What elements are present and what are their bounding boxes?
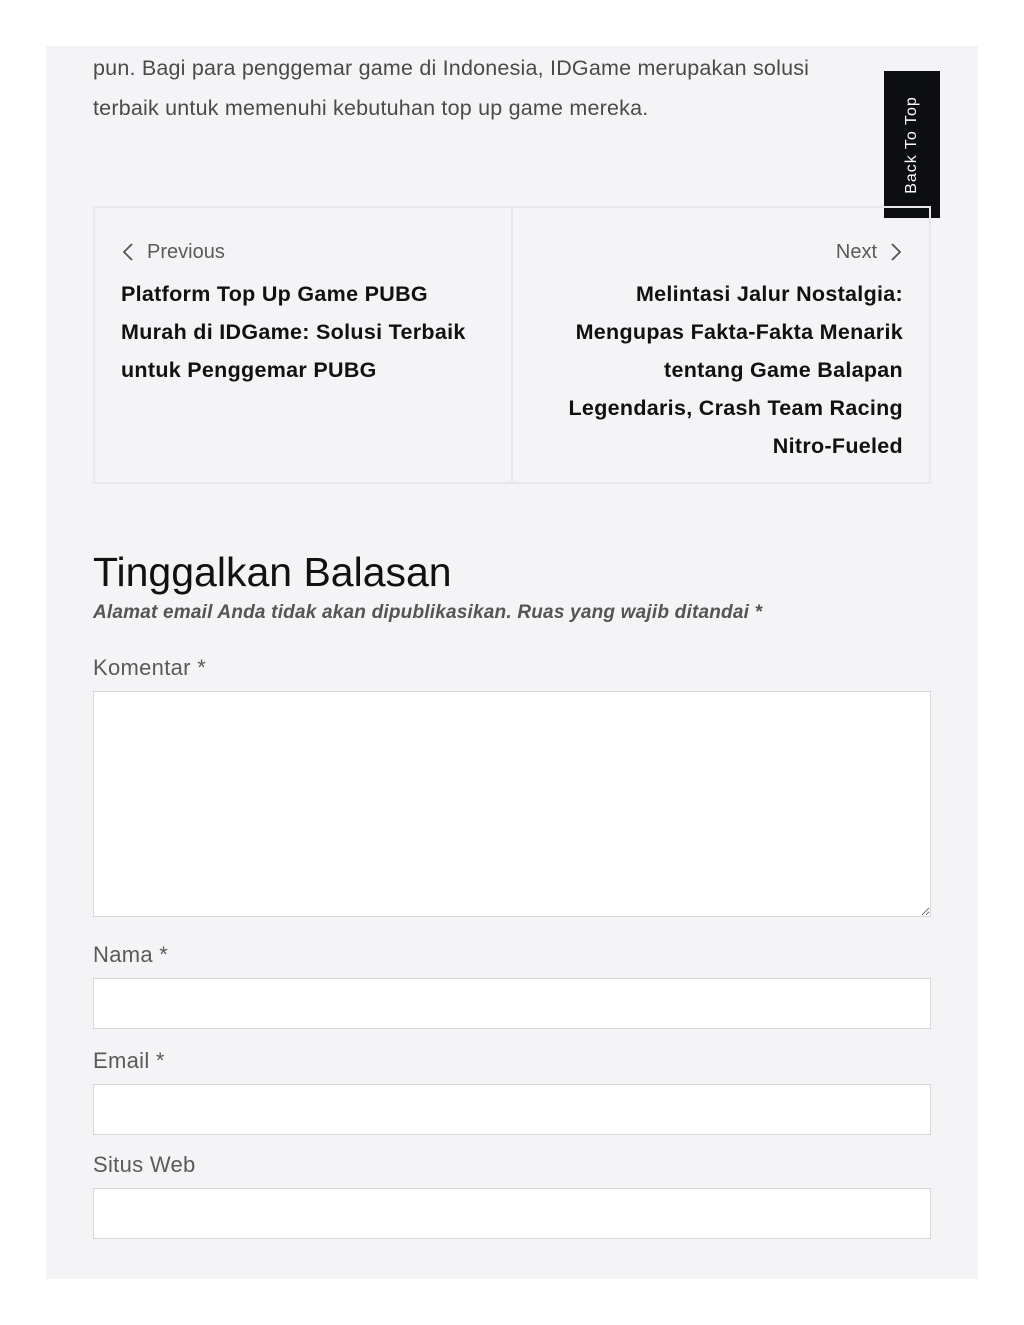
chevron-right-icon xyxy=(887,242,903,262)
website-label: Situs Web xyxy=(93,1152,196,1177)
website-field[interactable] xyxy=(93,1188,931,1239)
article-closing-line-1: pun. Bagi para penggemar game di Indonesia, IDGame merupakan solusi xyxy=(93,56,810,80)
comment-label: Komentar * xyxy=(93,655,207,680)
name-field[interactable] xyxy=(93,978,931,1029)
email-field[interactable] xyxy=(93,1084,931,1135)
next-post-title[interactable]: Melintasi Jalur Nostalgia: Mengupas Fakta-Fakta Menarik tentang Game Balapan Legendaris, Crash Team Racing Nitro-Fueled xyxy=(568,282,903,458)
article-closing-paragraph xyxy=(93,48,883,128)
comment-textarea[interactable] xyxy=(93,691,931,917)
previous-post-link[interactable] xyxy=(95,208,513,482)
back-to-top-label: Back To Top xyxy=(903,95,920,194)
next-post-direction xyxy=(539,238,903,266)
back-to-top-button[interactable] xyxy=(884,71,940,218)
reply-form-note: Alamat email Anda tidak akan dipublikasikan. Ruas yang wajib ditandai * xyxy=(93,602,763,623)
email-label: Email * xyxy=(93,1048,165,1073)
reply-form-title: Tinggalkan Balasan xyxy=(93,549,452,595)
article-closing-line-2: terbaik untuk memenuhi kebutuhan top up game mereka. xyxy=(93,96,649,120)
previous-label: Previous xyxy=(147,241,225,263)
post-navigation xyxy=(93,206,931,484)
page-content xyxy=(46,46,978,1279)
chevron-left-icon xyxy=(121,242,137,262)
name-label: Nama * xyxy=(93,942,169,967)
previous-post-direction xyxy=(121,238,485,266)
next-post-link[interactable] xyxy=(513,208,929,482)
previous-post-title[interactable]: Platform Top Up Game PUBG Murah di IDGame: Solusi Terbaik untuk Penggemar PUBG xyxy=(121,282,466,382)
next-label: Next xyxy=(835,241,877,263)
